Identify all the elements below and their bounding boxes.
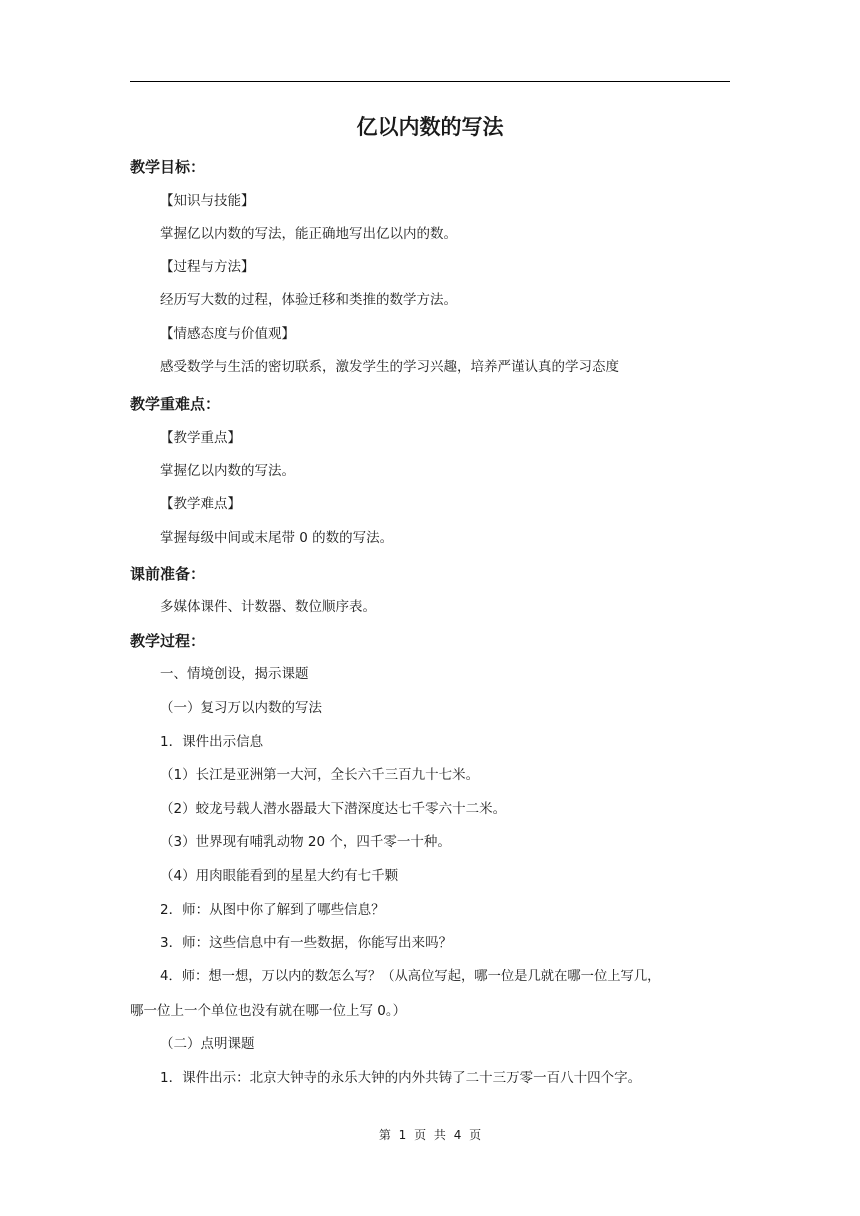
document-title: 亿以内数的写法 — [356, 115, 504, 139]
page-footer: 第 1 页 共 4 页 — [378, 1128, 482, 1142]
process-line: 一、情境创设，揭示课题 — [160, 666, 309, 682]
process-line: 3．师：这些信息中有一些数据，你能写出来吗？ — [160, 935, 453, 951]
key-point-text: 掌握亿以内数的写法。 — [160, 463, 295, 479]
process-line: （一）复习万以内数的写法 — [160, 700, 322, 716]
section-heading-objectives: 教学目标： — [130, 158, 206, 176]
section-heading-preparation: 课前准备： — [130, 565, 206, 583]
preparation-text: 多媒体课件、计数器、数位顺序表。 — [160, 599, 376, 615]
section-heading-key-points: 教学重难点： — [130, 395, 221, 413]
process-line-continuation: 哪一位上一个单位也没有就在哪一位上写 0。） — [130, 1003, 407, 1019]
emotion-text: 感受数学与生活的密切联系，激发学生的学习兴趣，培养严谨认真的学习态度 — [160, 359, 619, 375]
process-line: 1．课件出示信息 — [160, 734, 264, 750]
process-line: （2）蛟龙号载人潜水器最大下潜深度达七千零六十二米。 — [160, 801, 507, 817]
process-line: 2．师：从图中你了解到了哪些信息？ — [160, 902, 385, 918]
process-method-text: 经历写大数的过程，体验迁移和类推的数学方法。 — [160, 292, 457, 308]
process-line: （4）用肉眼能看到的星星大约有七千颗 — [160, 868, 399, 884]
key-point-label: 【教学重点】 — [160, 430, 241, 446]
process-line: 1．课件出示：北京大钟寺的永乐大钟的内外共铸了二十三万零一百八十四个字。 — [160, 1070, 642, 1086]
process-line: （二）点明课题 — [160, 1036, 255, 1052]
difficult-point-label: 【教学难点】 — [160, 496, 241, 512]
difficult-point-text: 掌握每级中间或末尾带 0 的数的写法。 — [160, 530, 394, 546]
section-heading-process: 教学过程： — [130, 632, 206, 650]
knowledge-text: 掌握亿以内数的写法，能正确地写出亿以内的数。 — [160, 226, 457, 242]
process-method-label: 【过程与方法】 — [160, 259, 255, 275]
process-line: （1）长江是亚洲第一大河，全长六千三百九十七米。 — [160, 767, 480, 783]
process-line: （3）世界现有哺乳动物 20 个，四千零一十种。 — [160, 834, 451, 850]
header-rule — [130, 81, 730, 82]
process-line: 4．师：想一想，万以内的数怎么写？（从高位写起，哪一位是几就在哪一位上写几， — [160, 969, 661, 984]
emotion-label: 【情感态度与价值观】 — [160, 326, 295, 342]
knowledge-label: 【知识与技能】 — [160, 193, 255, 209]
